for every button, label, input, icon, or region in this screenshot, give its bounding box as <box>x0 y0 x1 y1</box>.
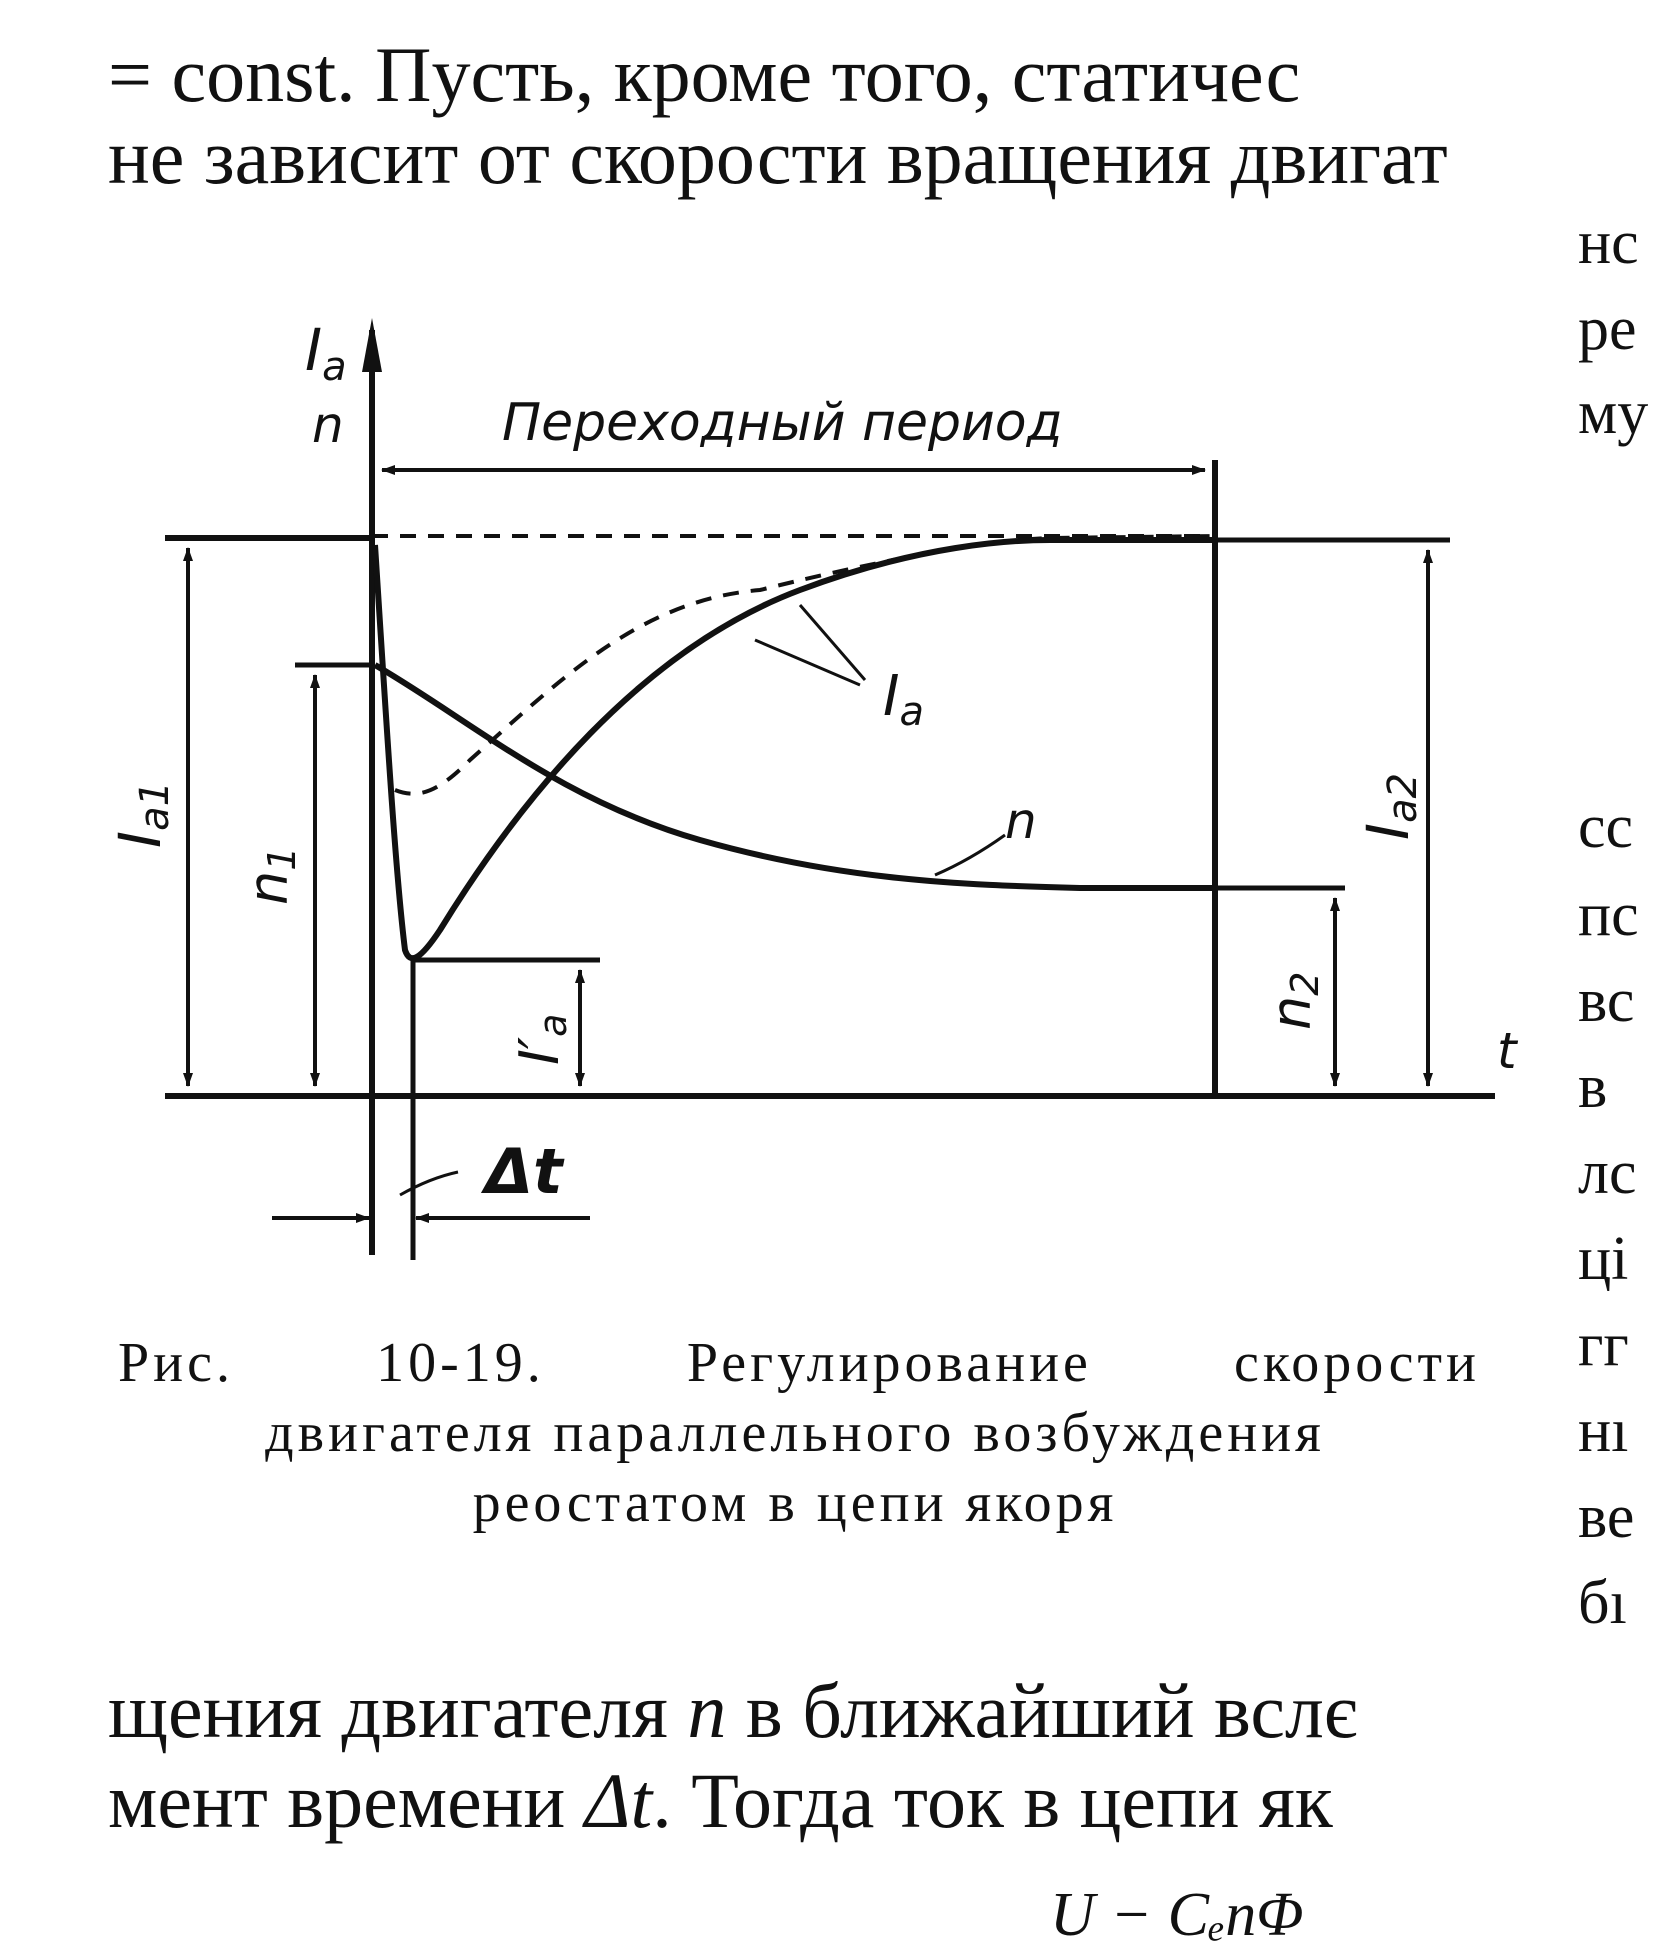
caption-word: Рис. <box>118 1332 234 1394</box>
n-curve <box>375 665 1215 888</box>
text-line-2: не зависит от скорости вращения двигат <box>108 113 1448 200</box>
text-span-italic: Δt <box>584 1757 653 1844</box>
ia-leader-1 <box>755 640 860 685</box>
text-span: . Тогда ток в цепи як <box>652 1757 1333 1844</box>
text-line-4 <box>108 1757 1333 1844</box>
curve-label-ia: Ia <box>883 664 925 735</box>
margin-fragment: бı <box>1578 1569 1627 1637</box>
caption-word: скорости <box>1234 1332 1480 1394</box>
dim-label-ia-prime: I′a <box>508 1013 575 1065</box>
caption-word: 10-19. <box>376 1332 545 1394</box>
dim-label-n1: n1 <box>237 846 304 905</box>
margin-fragment: вс <box>1578 967 1635 1035</box>
dim-label-dt: Δt <box>485 1135 563 1208</box>
axis-arrowhead <box>362 318 382 372</box>
transient-period-label: Переходный период <box>502 393 1063 453</box>
margin-fragment: пс <box>1578 881 1639 949</box>
margin-fragment: лс <box>1578 1139 1637 1207</box>
text-line-1: = const. Пусть, кроме того, статичес <box>108 31 1301 118</box>
dim-label-ia1: Ia1 <box>106 780 178 848</box>
text-line-3 <box>108 1667 1358 1754</box>
axis-label-t: t <box>1497 1022 1517 1080</box>
text-span-italic: n <box>687 1667 727 1754</box>
formula-fragment: U − CₑnΦ <box>1050 1881 1304 1949</box>
caption-line-1 <box>118 1332 1480 1394</box>
axis-label-n: n <box>312 396 344 454</box>
margin-fragment: ве <box>1578 1483 1635 1551</box>
ia-leader-2 <box>800 605 865 680</box>
caption-word: Регулирование <box>686 1332 1092 1394</box>
text-span: щения двигателя <box>108 1667 688 1754</box>
margin-fragment: сс <box>1578 793 1634 861</box>
caption-line-2: двигателя параллельного возбуждения <box>265 1402 1325 1464</box>
curve-label-n: n <box>1005 792 1037 850</box>
margin-fragment: нı <box>1578 1397 1629 1465</box>
margin-fragment: му <box>1578 379 1649 447</box>
margin-fragment: гг <box>1578 1311 1629 1379</box>
dim-label-ia2: Ia2 <box>1354 772 1426 840</box>
text-span: в ближайший вслє <box>726 1667 1358 1754</box>
margin-fragment: ці <box>1578 1225 1629 1293</box>
text-span: мент времени <box>108 1757 585 1844</box>
margin-fragment: ре <box>1578 295 1637 363</box>
margin-fragment: в <box>1578 1053 1608 1121</box>
dim-label-n2: n2 <box>1260 971 1327 1030</box>
margin-fragment: нс <box>1578 209 1639 277</box>
n-leader <box>935 835 1005 875</box>
dt-leader <box>400 1172 458 1195</box>
caption-line-3: реостатом в цепи якоря <box>472 1472 1118 1534</box>
axis-label-ia: Ia <box>305 316 347 390</box>
